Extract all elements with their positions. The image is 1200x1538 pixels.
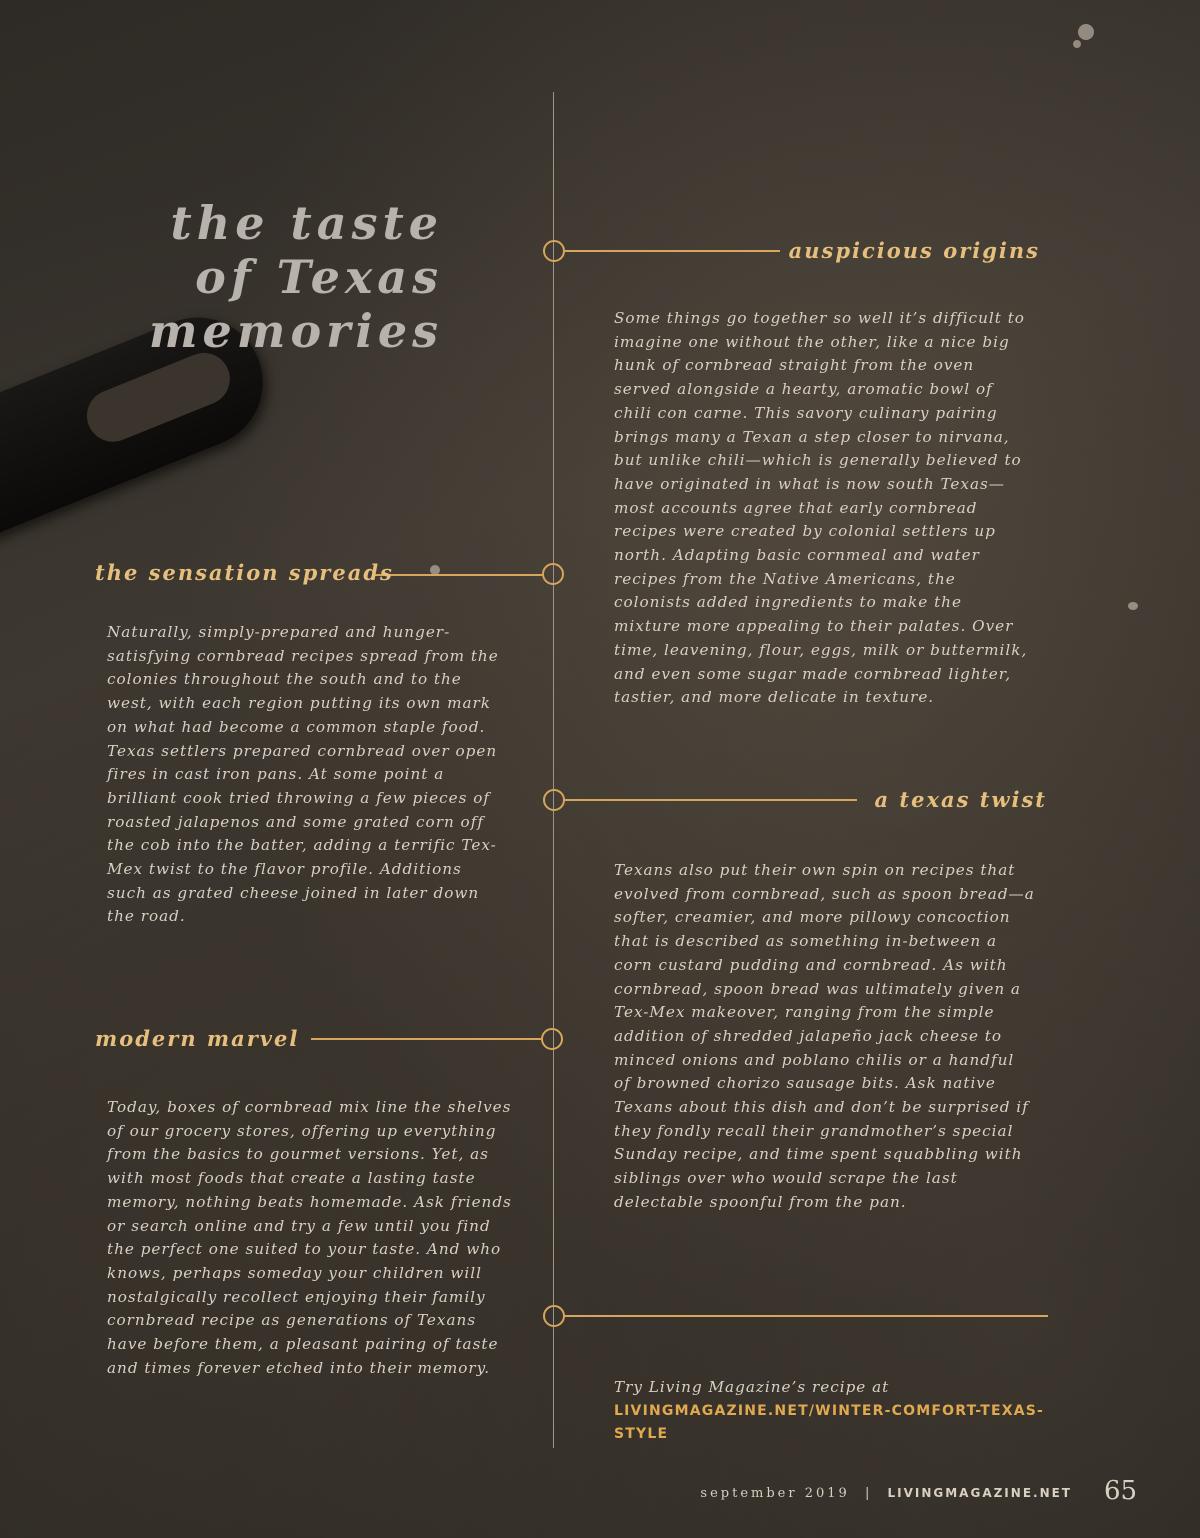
- background-speck: [1073, 40, 1081, 48]
- section-body-twist: Texans also put their own spin on recipes that evolved from cornbread, such as spoon bread—a softer, creamier, and more pillowy concoction that is described as something in-between a corn custard pudding and cornbread. As with cornbread, spoon bread was ultimately given a Tex-Mex makeover, ranging from the simple addition of shredded jalapeño jack cheese to minced onions and poblano chilis or a handful of browned chorizo sausage bits. Ask native Texans about this dish and don’t be surprised if they fondly recall their grandmother’s special Sunday recipe, and time spent squabbling with siblings over who would scrape the last delectable spoonful from the pan.: [614, 861, 1035, 1211]
- timeline-connector: [375, 574, 542, 576]
- recipe-intro: Try Living Magazine’s recipe at: [614, 1378, 890, 1396]
- section-body-origins: Some things go together so well it’s difficult to imagine one without the other, like a nice big hunk of cornbread straight from the oven served alongside a hearty, aromatic bowl of chili con carne. This savory culinary pairing brings many a Texan a step closer to nirvana, but unlike chili—which is generally believed to have originated in what is now south Texas—most accounts agree that early cornbread recipes were created by colonial settlers up north. Adapting basic cornmeal and water recipes from the Native Americans, the colonists added ingredients to make the mixture more appealing to their palates. Over time, leavening, flour, eggs, milk or buttermilk, and even some sugar made cornbread lighter, tastier, and more delicate in texture.: [614, 309, 1028, 707]
- timeline-node: [543, 789, 565, 811]
- recipe-link[interactable]: LIVINGMAGAZINE.NET/WINTER-COMFORT-TEXAS-STYLE: [614, 1402, 1045, 1443]
- recipe-callout: [614, 1376, 1054, 1447]
- section-body-spreads: Naturally, simply-prepared and hunger-satisfying cornbread recipes spread from the colonies throughout the south and to the west, with each region putting its own mark on what had become a common staple food. Texas settlers prepared cornbread over open fires in cast iron pans. At some point a brilliant cook tried throwing a few pieces of roasted jalapenos and some grated corn off the cob into the batter, adding a terrific Tex-Mex twist to the flavor profile. Additions such as grated cheese joined in later down the road.: [107, 623, 499, 926]
- section-heading-origins: auspicious origins: [788, 238, 1040, 263]
- timeline-node: [543, 240, 565, 262]
- title-line: the taste: [170, 196, 443, 250]
- title-line: memories: [148, 304, 443, 358]
- section-body-modern: Today, boxes of cornbread mix line the shelves of our grocery stores, offering up everything from the basics to gourmet versions. Yet, as with most foods that create a lasting taste memory, nothing beats homemade. Ask friends or search online and try a few until you find the perfect one suited to your taste. And who knows, perhaps someday your children will nostalgically recollect enjoying their family cornbread recipe as generations of Texans have before them, a pleasant pairing of taste and times forever etched into their memory.: [107, 1098, 512, 1377]
- page-footer: [700, 1486, 1072, 1501]
- timeline-node: [543, 1305, 565, 1327]
- magazine-site: LIVINGMAGAZINE.NET: [887, 1486, 1072, 1500]
- page-number: 65: [1104, 1476, 1138, 1506]
- title-line: of Texas: [195, 250, 443, 304]
- timeline-connector: [565, 250, 780, 252]
- timeline-node: [541, 1028, 563, 1050]
- skillet-handle-hole: [79, 345, 238, 449]
- timeline-node: [542, 563, 564, 585]
- issue-date: september 2019: [700, 1486, 850, 1501]
- timeline-line: [553, 92, 554, 1448]
- page-title: [149, 196, 443, 358]
- timeline-connector: [565, 1315, 1048, 1317]
- footer-separator: |: [864, 1486, 873, 1501]
- section-heading-twist: a texas twist: [874, 787, 1047, 812]
- timeline-connector: [565, 799, 857, 801]
- background-speck: [1128, 602, 1138, 610]
- background-speck: [1078, 24, 1094, 40]
- section-heading-spreads: the sensation spreads: [95, 560, 394, 585]
- section-heading-modern: modern marvel: [95, 1026, 300, 1051]
- timeline-connector: [311, 1038, 541, 1040]
